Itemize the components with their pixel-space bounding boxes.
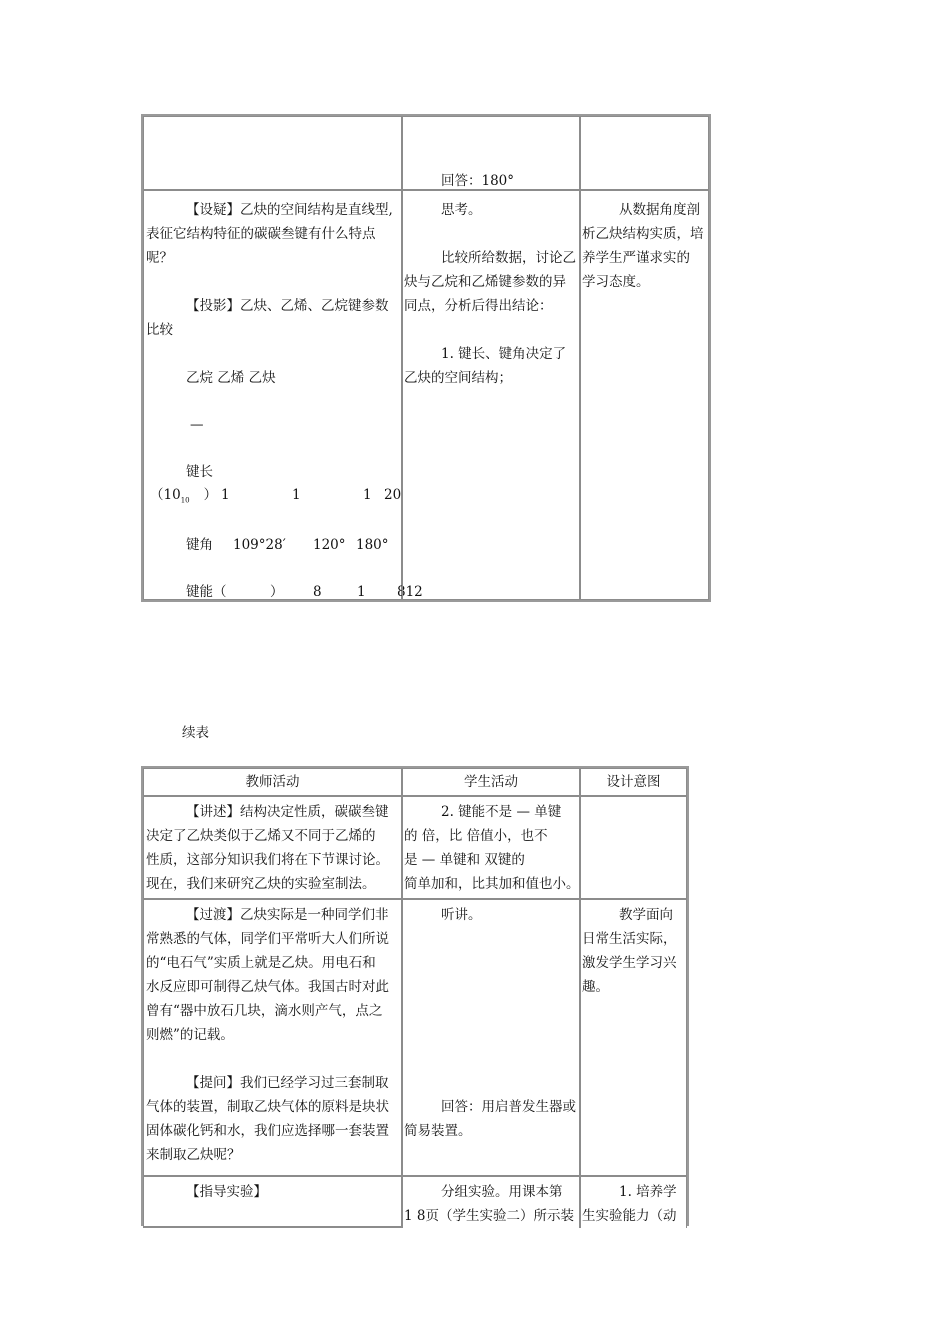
t1-row2-col1 [143,190,423,600]
t2-row3-col3 [580,1176,687,1228]
t2-row1-col2 [402,796,580,899]
t1-question-line2: 表征它结构特征的碳碳叁键有什么特点 [146,226,376,242]
t2-header-intent-label: 设计意图 [606,774,661,790]
t2-listen: 听讲。 [441,907,482,923]
t1-row1-col3 [580,116,709,190]
t2-header-intent [580,768,687,796]
t2-transition-line4: 水反应即可制得乙炔气体。我国古时对此 [146,979,389,995]
t1-answer-180: 回答：180° [441,173,515,189]
t1-intent-line4: 学习态度。 [582,274,650,290]
t1-question-line1: 【设疑】乙炔的空间结构是直线型, [186,202,393,218]
t1-bond-angle-v2: 120° [313,537,346,553]
t1-projection-line1: 【投影】乙炔、乙烯、乙烷键参数 [186,298,389,314]
continued-table-label: 续表 [182,725,209,741]
t2-transition-line5: 曾有“器中放石几块，滴水则产气，点之 [146,1003,383,1019]
t1-question-line3: 呢？ [146,250,173,266]
t1-dash: — [190,417,204,433]
t2-question-line2: 气体的装置，制取乙炔气体的原料是块状 [146,1099,389,1115]
t1-bond-length-v2: 1 [292,487,301,503]
t2-intent3-line1: 1. 培养学 [619,1184,677,1200]
t1-row1-col2 [402,116,580,190]
t2-transition-line2: 常熟悉的气体，同学们平常听大人们所说 [146,931,389,947]
t1-row2-col3 [580,190,709,600]
t2-intent2-line2: 日常生活实际， [582,931,677,947]
t2-transition-line3: 的“电石气”实质上就是乙炔。用电石和 [146,955,376,971]
t2-row2-col3 [580,899,687,1176]
t1-compare-line2: 炔与乙烷和乙烯键参数的异 [404,274,566,290]
t1-conclusion-line2: 乙炔的空间结构； [404,370,512,386]
t1-think: 思考。 [441,202,482,218]
t2-bond-energy-line3: 是 — 单键和 双键的 [404,852,525,868]
t2-lecture-line3: 性质，这部分知识我们将在下节课讨论。 [146,852,389,868]
t1-intent-line1: 从数据角度剖 [619,202,700,218]
t2-answer-line2: 简易装置。 [404,1123,472,1139]
t2-question-line3: 固体碳化钙和水，我们应选择哪一套装置 [146,1123,389,1139]
t2-answer-line1: 回答：用启普发生器或 [441,1099,576,1115]
t2-header-teacher [143,768,402,796]
t2-header-teacher-label: 教师活动 [245,774,300,790]
t1-bond-length-v1: 1 [221,487,230,503]
t1-bond-length-v3: 1 [363,487,372,503]
t1-compare-line1: 比较所给数据，讨论乙 [441,250,576,266]
t2-bond-energy-line4: 简单加和，比其加和值也小。 [404,876,580,892]
t1-projection-line2: 比较 [146,322,173,338]
t1-row1-col1 [143,116,402,190]
t1-compare-line3: 同点，分析后得出结论： [404,298,553,314]
t2-lecture-line1: 【讲述】结构决定性质，碳碳叁键 [186,804,389,820]
t1-bond-length-v4: 20 [384,487,402,503]
t2-header-student-label: 学生活动 [464,774,518,790]
t2-intent2-line1: 教学面向 [619,907,673,923]
t2-lecture-line4: 现在，我们来研究乙炔的实验室制法。 [146,876,376,892]
t2-bond-energy-line2: 的 倍，比 倍值小，也不 [404,828,548,844]
t1-bond-energy-v2: 1 [357,584,366,600]
t1-bond-energy-v3: 812 [397,584,423,600]
t1-bond-energy-close: ） [270,584,284,600]
t2-guide-experiment: 【指导实验】 [186,1184,267,1200]
t1-intent-line2: 析乙炔结构实质，培 [582,226,704,242]
t2-row2-col2 [402,899,580,1176]
t1-bond-angle-label: 键角 [186,537,213,553]
t2-transition-line1: 【过渡】乙炔实际是一种同学们非 [186,907,389,923]
t1-bond-angle-v3: 180° [356,537,389,553]
t2-transition-line6: 则燃”的记载。 [146,1027,234,1043]
t2-group-exp-line1: 分组实验。用课本第 [441,1184,563,1200]
table-bond-parameters [141,114,711,602]
t1-bond-energy-v1: 8 [313,584,322,600]
t2-question-line1: 【提问】我们已经学习过三套制取 [186,1075,389,1091]
t1-compound-names: 乙烷 乙烯 乙炔 [186,370,276,386]
t1-intent-line3: 养学生严谨求实的 [582,250,690,266]
t1-unit-close: ） [203,487,218,503]
t2-intent2-line3: 激发学生学习兴 [582,955,677,971]
t2-row2-col1 [143,899,402,1176]
t2-group-exp-line2: 1 8页（学生实验二）所示装 [404,1208,574,1224]
t1-row2-col2 [402,190,580,600]
t2-row1-col3 [580,796,687,899]
t2-intent3-line2: 生实验能力（动 [582,1208,677,1224]
t2-header-student [402,768,580,796]
table-teaching-activities [141,766,689,1226]
t2-lecture-line2: 决定了乙炔类似于乙烯又不同于乙烯的 [146,828,376,844]
t2-row3-col2 [402,1176,580,1228]
t2-intent2-line4: 趣。 [582,979,609,995]
t1-unit-exp: 10 [180,496,190,505]
t1-unit-base: （10 [150,487,181,503]
t2-question-line4: 来制取乙炔呢？ [146,1147,241,1163]
t1-conclusion-line1: 1. 键长、键角决定了 [441,346,567,362]
t1-bond-length-unit [150,485,217,511]
t2-row3-col1 [143,1176,402,1228]
t2-bond-energy-line1: 2. 键能不是 — 单键 [441,804,562,820]
t1-bond-angle-v1: 109°28′ [233,537,286,553]
t1-bond-energy-label: 键能（ [186,584,227,600]
t1-bond-length-label: 键长 [186,464,213,480]
t2-row1-col1 [143,796,402,899]
